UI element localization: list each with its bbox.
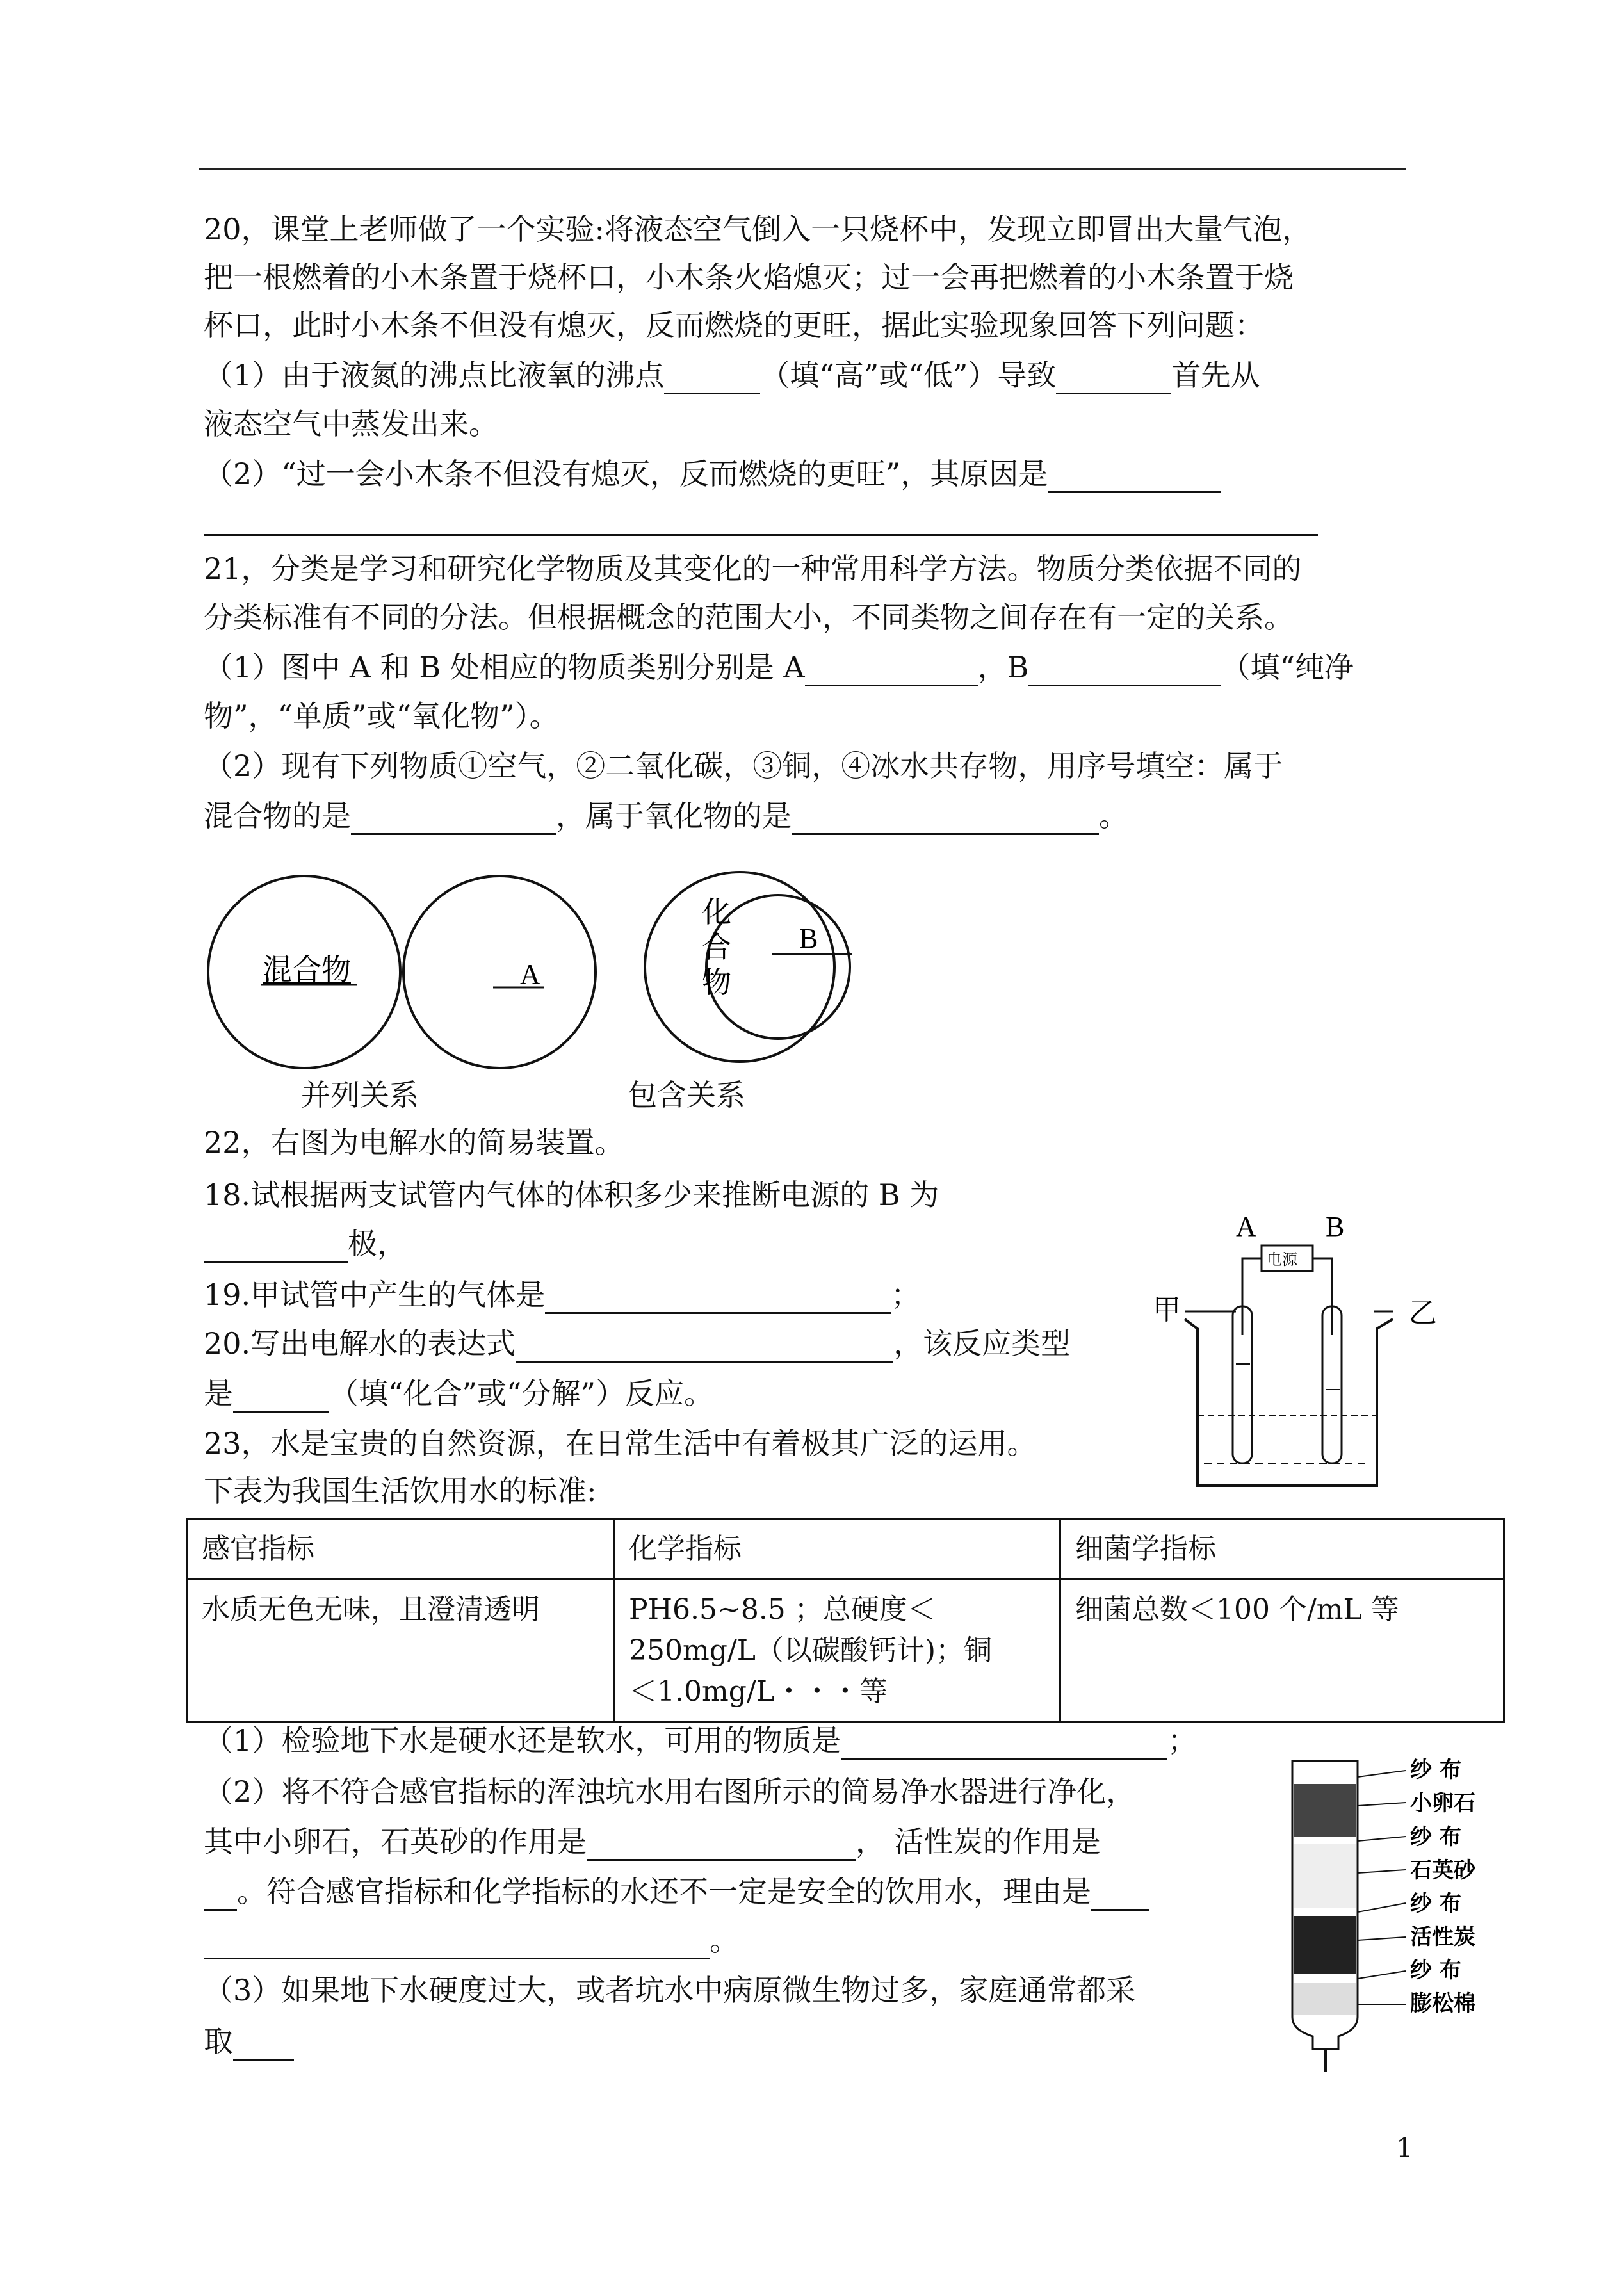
tube-yi-label: 乙: [1409, 1297, 1437, 1329]
q20-answer-blank[interactable]: [1048, 463, 1221, 493]
filter-label: 活性炭: [1410, 1924, 1475, 1950]
q21-line5: （2）现有下列物质①空气，②二氧化碳，③铜，④冰水共存物，用序号填空：属于: [204, 749, 1283, 783]
cotton-layer: [1294, 1983, 1356, 2015]
q20-text: （填“高”或“低”）导致: [760, 358, 1057, 393]
q21-text: （1）图中 A 和 B 处相应的物质类别分别是 A: [204, 650, 805, 685]
q20-text: 首先从: [1171, 358, 1260, 393]
carbon-layer: [1294, 1916, 1356, 1974]
drinking-water-standard-table: [186, 1518, 1505, 1723]
q20-answer-blank[interactable]: [1056, 364, 1171, 394]
table-row: [187, 1580, 1504, 1723]
q23-text: 其中小卵石，石英砂的作用是: [204, 1824, 587, 1859]
q21-text: 。: [1099, 799, 1128, 833]
classification-venn-diagram: [192, 858, 897, 1133]
q22-answer-blank[interactable]: [233, 1383, 329, 1413]
q23-answer-blank[interactable]: [1091, 1881, 1149, 1911]
q23-answer-blank[interactable]: [233, 2031, 294, 2061]
header-rule: [199, 168, 1406, 170]
q20-line4: [204, 356, 1260, 394]
q23-sub3-line2: [204, 2022, 294, 2061]
terminal-a-label: A: [1236, 1211, 1256, 1242]
q22-line4: [204, 1276, 920, 1314]
table-cell-sensory: 水质无色无味，且澄清透明: [187, 1580, 614, 1723]
compound-label-2: 合: [702, 930, 731, 964]
mixture-label: 混合物: [263, 952, 351, 987]
filter-label: 纱 布: [1410, 1891, 1461, 1917]
q23-text: 。: [710, 1923, 739, 1958]
table-header-cell: 化学指标: [614, 1519, 1060, 1580]
q23-sub3-line1: （3）如果地下水硬度过大，或者坑水中病原微生物过多，家庭通常都采: [204, 1973, 1136, 2007]
q21-line1: 21，分类是学习和研究化学物质及其变化的一种常用科学方法。物质分类依据不同的: [204, 551, 1302, 586]
q23-answer-blank[interactable]: [204, 1881, 237, 1911]
q20-text: （2）“过一会小木条不但没有熄灭，反而燃烧的更旺”，其原因是: [204, 457, 1048, 491]
a-label: A: [520, 959, 540, 990]
q23-answer-blank[interactable]: [841, 1730, 1167, 1760]
q20-line1: 20，课堂上老师做了一个实验:将液态空气倒入一只烧杯中，发现立即冒出大量气泡，: [204, 212, 1312, 247]
q20-text: （1）由于液氮的沸点比液氧的沸点: [204, 358, 665, 393]
q22-text: （填“化合”或“分解”）反应。: [329, 1376, 714, 1411]
q21-text: 混合物的是: [204, 799, 351, 833]
b-label: B: [799, 923, 818, 954]
q20-line5: 液态空气中蒸发出来。: [204, 407, 498, 441]
filter-label: 纱 布: [1410, 1958, 1461, 1983]
filter-label: 石英砂: [1410, 1858, 1475, 1883]
table-cell-chemical: [614, 1580, 1060, 1723]
filter-label: 纱 布: [1410, 1757, 1461, 1783]
filter-label: 小卵石: [1410, 1790, 1475, 1816]
table-header-row: [187, 1519, 1504, 1580]
q21-answer-blank[interactable]: [792, 805, 1099, 835]
q23-sub2-line3: [204, 1872, 1149, 1911]
compound-label-1: 化: [702, 895, 731, 929]
q23-text: 取: [204, 2024, 233, 2059]
q22-answer-blank[interactable]: [204, 1233, 348, 1263]
electrolysis-apparatus: [1140, 1204, 1460, 1511]
filter-label: 膨松棉: [1410, 1991, 1475, 2016]
q22-answer-blank[interactable]: [545, 1284, 891, 1314]
water-filter-diagram: [1274, 1748, 1543, 2081]
q23-text: ， 活性炭的作用是: [856, 1824, 1101, 1859]
contain-relation-label: 包含关系: [628, 1078, 745, 1112]
q23-line2: 下表为我国生活饮用水的标准:: [204, 1473, 597, 1508]
sand-layer: [1294, 1844, 1356, 1908]
q22-line6: [204, 1374, 713, 1413]
q21-text: （填“纯净: [1221, 650, 1354, 685]
q21-text: ，属于氧化物的是: [556, 799, 792, 833]
q20-answer-blank[interactable]: [664, 364, 760, 394]
chemical-line: PH6.5~8.5 ；总硬度＜: [629, 1593, 936, 1626]
q20-line2: 把一根燃着的小木条置于烧杯口，小木条火焰熄灭；过一会再把燃着的小木条置于烧: [204, 260, 1294, 295]
q22-text: 20.写出电解水的表达式: [204, 1326, 516, 1361]
q22-text: 是: [204, 1376, 233, 1411]
q21-answer-blank[interactable]: [1028, 656, 1221, 686]
q21-answer-blank[interactable]: [351, 805, 556, 835]
table-cell-bacterial: 细菌总数＜100 个/mL 等: [1060, 1580, 1504, 1723]
q21-text: ，B: [977, 650, 1029, 685]
q22-text: 19.甲试管中产生的气体是: [204, 1277, 546, 1312]
q23-answer-blank[interactable]: [204, 1929, 710, 1959]
q23-text: （1）检验地下水是硬水还是软水，可用的物质是: [204, 1723, 841, 1758]
beaker: [1185, 1319, 1393, 1486]
q21-line2: 分类标准有不同的分法。但根据概念的范围大小，不同类物之间存在有一定的关系。: [204, 600, 1294, 635]
table-header-cell: 感官指标: [187, 1519, 614, 1580]
table-header-cell: 细菌学指标: [1060, 1519, 1504, 1580]
q21-answer-blank[interactable]: [805, 656, 978, 686]
q22-text: ，该反应类型: [893, 1326, 1071, 1361]
q23-sub2-line1: （2）将不符合感官指标的浑浊坑水用右图所示的简易净水器进行净化，: [204, 1774, 1136, 1809]
q20-line3: 杯口，此时小木条不但没有熄灭，反而燃烧的更旺，据此实验现象回答下列问题：: [204, 308, 1264, 343]
chemical-line: ＜1.0mg/L・・・等: [629, 1675, 888, 1708]
q20-answer-line[interactable]: [204, 506, 1318, 536]
filter-label: 纱 布: [1410, 1824, 1461, 1850]
q23-answer-blank[interactable]: [587, 1831, 856, 1861]
q23-sub1: [204, 1721, 1197, 1760]
q22-line3: [204, 1224, 407, 1263]
q23-text: ；: [1167, 1723, 1198, 1758]
q23-sub2-line4: [204, 1921, 739, 1959]
q22-line5: [204, 1324, 1070, 1363]
page-number: 1: [1396, 2132, 1413, 2164]
q21-line4: 物”，“单质”或“氧化物”）。: [204, 699, 559, 733]
pebble-layer: [1294, 1784, 1356, 1837]
q21-line6: [204, 797, 1128, 835]
chemical-line: 250mg/L（以碳酸钙计)；铜: [629, 1634, 993, 1667]
q22-text: 极，: [348, 1226, 407, 1261]
compound-label-3: 物: [702, 965, 731, 1000]
parallel-relation-label: 并列关系: [301, 1078, 419, 1112]
q23-sub2-line2: [204, 1822, 1101, 1861]
power-label: 电源: [1267, 1251, 1297, 1269]
q23-line1: 23，水是宝贵的自然资源，在日常生活中有着极其广泛的运用。: [204, 1426, 1037, 1461]
q21-line3: [204, 648, 1354, 686]
q20-line6: [204, 455, 1221, 493]
tube-jia-label: 甲: [1153, 1293, 1181, 1326]
a-circle: [403, 876, 596, 1068]
q23-text: 。符合感官指标和化学指标的水还不一定是安全的饮用水，理由是: [237, 1874, 1091, 1909]
q22-text: ；: [891, 1277, 921, 1312]
q22-line2: 18.试根据两支试管内气体的体积多少来推断电源的 B 为: [204, 1178, 939, 1212]
q22-line1: 22，右图为电解水的简易装置。: [204, 1125, 624, 1160]
terminal-b-label: B: [1326, 1211, 1345, 1242]
q22-answer-blank[interactable]: [516, 1333, 893, 1363]
